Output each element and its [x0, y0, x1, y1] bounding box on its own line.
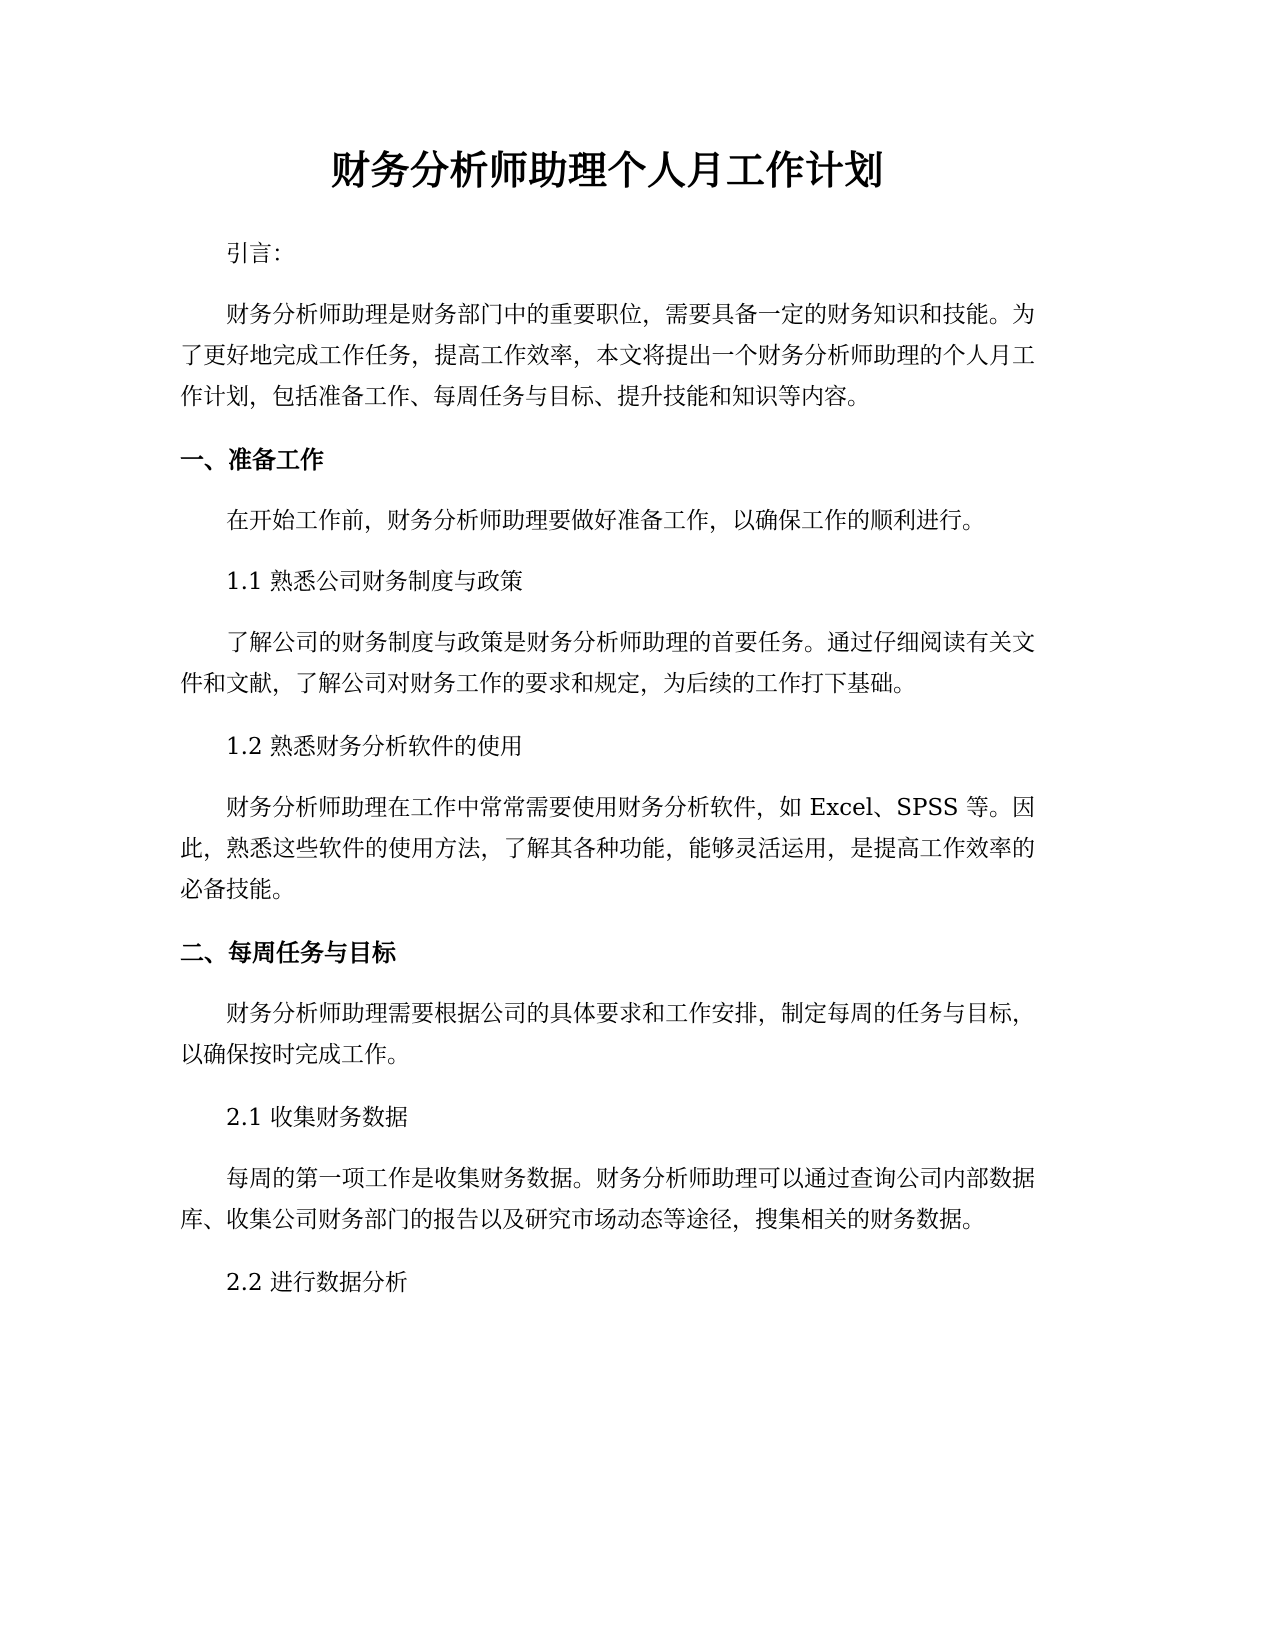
subsection-title-2-2: 2.2 进行数据分析 — [226, 1270, 408, 1296]
section-intro-1: 在开始工作前，财务分析师助理要做好准备工作，以确保工作的顺利进行。 — [226, 508, 985, 534]
subsection-text-2-1: 每周的第一项工作是收集财务数据。财务分析师助理可以通过查询公司内部数据库、收集公司财务部门的报告以及研究市场动态等途径，搜集相关的财务数据。 — [180, 1166, 1035, 1233]
document-body — [180, 140, 1035, 1324]
subsection-title-2-1: 2.1 收集财务数据 — [226, 1105, 408, 1131]
section-heading-2: 二、每周任务与目标 — [180, 939, 396, 967]
document-title: 财务分析师助理个人月工作计划 — [330, 149, 884, 194]
subsection-title-1-2: 1.2 熟悉财务分析软件的使用 — [226, 734, 523, 760]
section-intro-2: 财务分析师助理需要根据公司的具体要求和工作安排，制定每周的任务与目标，以确保按时完成工作。 — [180, 1001, 1035, 1068]
intro-paragraph: 财务分析师助理是财务部门中的重要职位，需要具备一定的财务知识和技能。为了更好地完成工作任务，提高工作效率，本文将提出一个财务分析师助理的个人月工作计划，包括准备工作、每周任务与目标、提升技能和知识等内容。 — [180, 302, 1035, 410]
subsection-text-1-2: 财务分析师助理在工作中常常需要使用财务分析软件，如 Excel、SPSS 等。因此，熟悉这些软件的使用方法，了解其各种功能，能够灵活运用，是提高工作效率的必备技能。 — [180, 795, 1035, 903]
intro-label: 引言： — [226, 241, 295, 267]
subsection-text-1-1: 了解公司的财务制度与政策是财务分析师助理的首要任务。通过仔细阅读有关文件和文献，了解公司对财务工作的要求和规定，为后续的工作打下基础。 — [180, 630, 1035, 697]
section-heading-1: 一、准备工作 — [180, 446, 324, 474]
subsection-title-1-1: 1.1 熟悉公司财务制度与政策 — [226, 569, 523, 595]
